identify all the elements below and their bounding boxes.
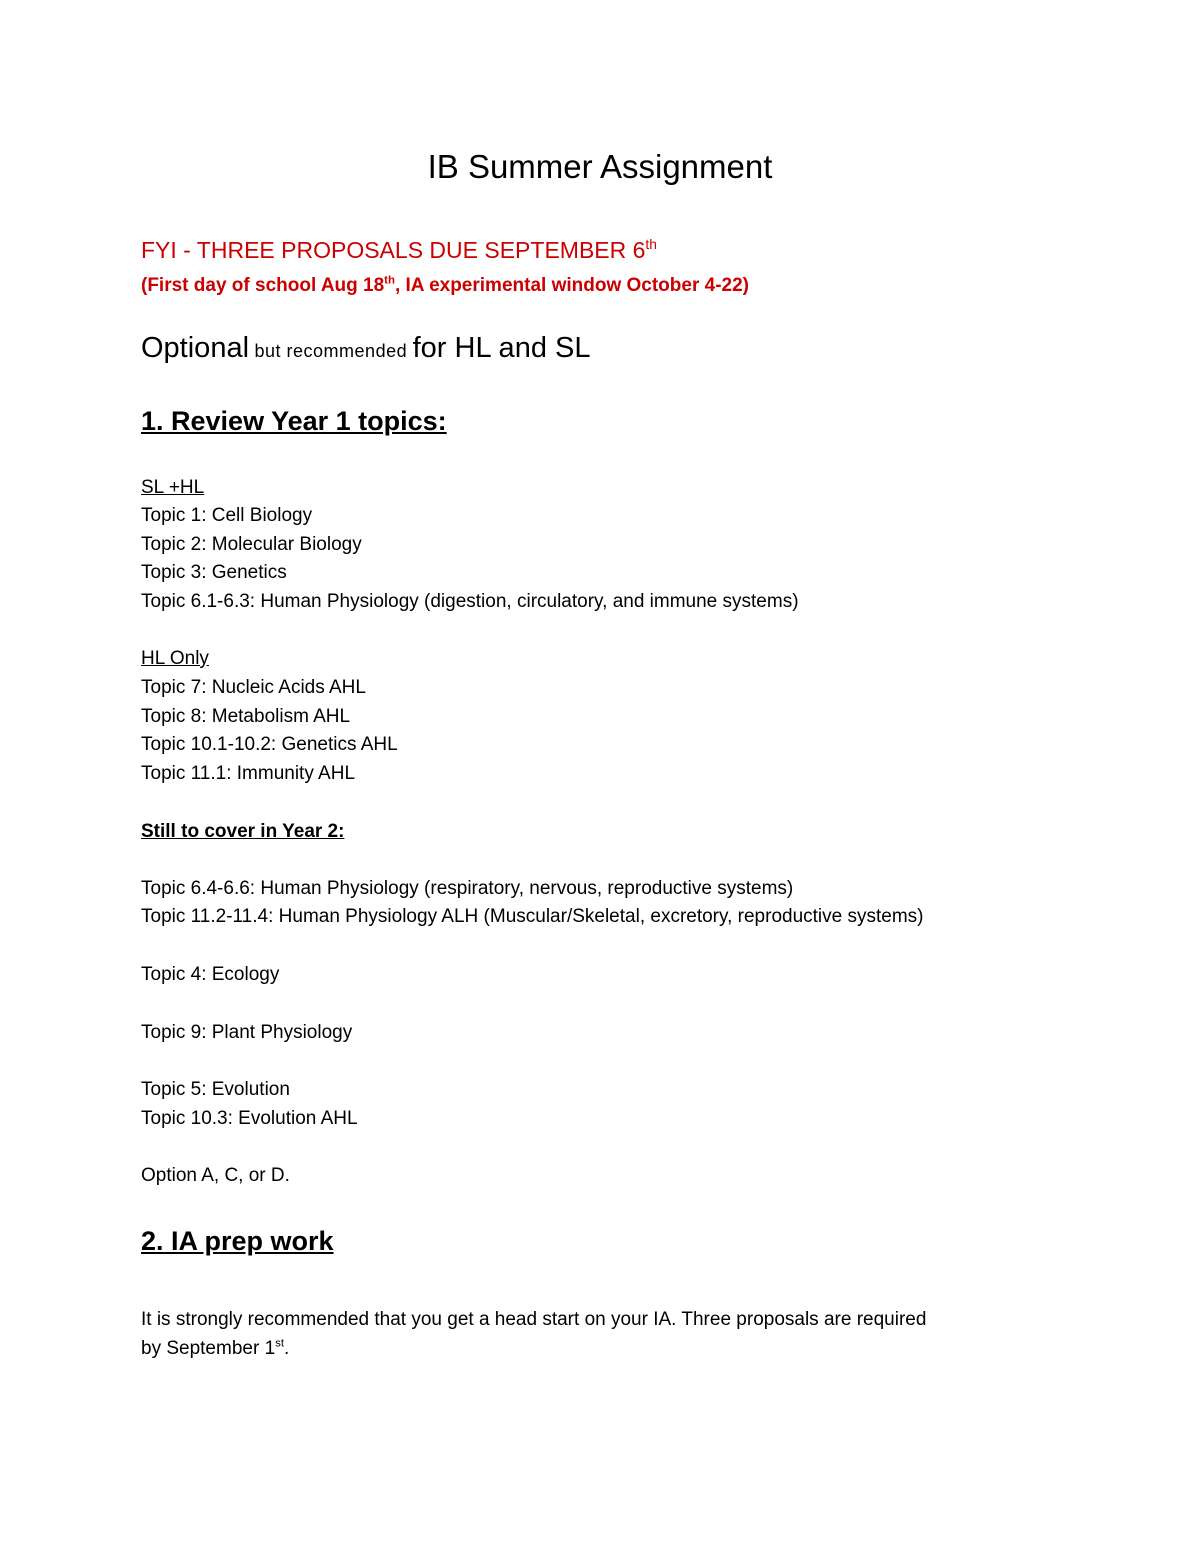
topic-line: Topic 6.1-6.3: Human Physiology (digestion, circulatory, and immune systems): [141, 591, 799, 612]
section-1-heading: 1. Review Year 1 topics:: [141, 406, 447, 436]
topic-line: Topic 11.1: Immunity AHL: [141, 763, 356, 784]
recommended-words: but recommended: [249, 341, 413, 361]
topic-line: Topic 2: Molecular Biology: [141, 534, 362, 555]
topic-line: Topic 3: Genetics: [141, 562, 287, 583]
ia-paragraph-line-1: It is strongly recommended that you get a head start on your IA. Three proposals are required: [141, 1309, 927, 1330]
optional-note: [141, 334, 590, 363]
ia-line2-sup: st: [275, 1337, 285, 1350]
ia-line2-suffix: .: [284, 1338, 290, 1359]
note-sup: th: [384, 274, 395, 287]
proposals-due-notice: [141, 239, 657, 262]
section-2-heading: 2. IA prep work: [141, 1226, 334, 1256]
topic-line: Topic 1: Cell Biology: [141, 505, 313, 526]
topic-line: Topic 7: Nucleic Acids AHL: [141, 677, 366, 698]
topic-line: Topic 9: Plant Physiology: [141, 1022, 353, 1043]
still-to-cover-label: Still to cover in Year 2:: [141, 821, 345, 842]
school-dates-note: [141, 276, 749, 295]
optional-word: Optional: [141, 332, 250, 364]
topic-line: Topic 4: Ecology: [141, 964, 280, 985]
sl-hl-label: SL +HL: [141, 477, 205, 498]
topic-line: Topic 8: Metabolism AHL: [141, 706, 351, 727]
hl-sl-words: for HL and SL: [412, 332, 591, 364]
option-line: Option A, C, or D.: [141, 1165, 290, 1186]
topic-line: Topic 10.1-10.2: Genetics AHL: [141, 734, 398, 755]
topic-line: Topic 6.4-6.6: Human Physiology (respiratory, nervous, reproductive systems): [141, 878, 794, 899]
hl-only-label: HL Only: [141, 648, 209, 669]
note-prefix: (First day of school Aug 18: [141, 275, 385, 296]
topic-line: Topic 5: Evolution: [141, 1079, 290, 1100]
topic-line: Topic 10.3: Evolution AHL: [141, 1108, 358, 1129]
note-suffix: , IA experimental window October 4-22): [394, 275, 749, 296]
notice-headline-sup: th: [645, 237, 657, 253]
notice-headline: FYI - THREE PROPOSALS DUE SEPTEMBER 6: [141, 237, 646, 263]
page-title: IB Summer Assignment: [427, 148, 773, 185]
topic-line: Topic 11.2-11.4: Human Physiology ALH (Muscular/Skeletal, excretory, reproductive systems): [141, 906, 924, 927]
ia-line2-prefix: by September 1: [141, 1338, 276, 1359]
ia-paragraph-line-2: [141, 1339, 289, 1358]
